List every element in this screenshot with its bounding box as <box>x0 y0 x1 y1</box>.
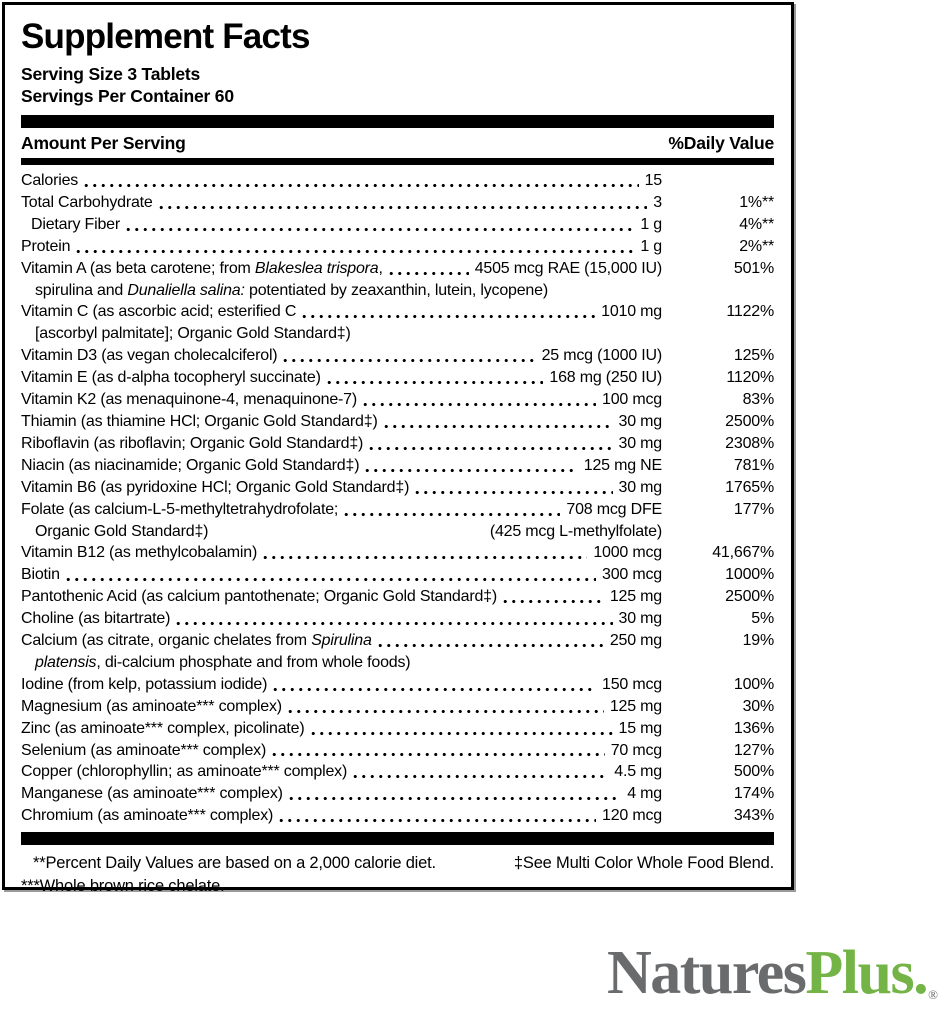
name-segment: [ascorbyl palmitate]; Organic Gold Standard‡) <box>35 325 351 343</box>
footnote-whole-food-blend: ‡See Multi Color Whole Food Blend. <box>513 854 774 873</box>
ingredient-row <box>21 740 774 762</box>
amount-value: 30 mg <box>618 478 662 496</box>
amount-value: 125 mg NE <box>583 456 662 474</box>
ingredient-row <box>21 301 774 323</box>
amount-value: 100 mcg <box>602 391 662 409</box>
name-segment: Riboflavin (as riboflavin; Organic Gold Standard‡) <box>21 434 364 452</box>
column-header <box>21 128 774 158</box>
ingredient-row <box>21 630 774 652</box>
leader-dots <box>270 740 605 762</box>
footnote-daily-values: **Percent Daily Values are based on a 2,000 calorie diet. <box>33 854 436 873</box>
leader-dots <box>174 608 612 630</box>
daily-value: 41,667% <box>712 544 774 562</box>
name-segment: Total Carbohydrate <box>21 193 153 211</box>
ingredient-name <box>35 280 548 302</box>
amount-value: 30 mg <box>618 610 662 628</box>
name-segment: , di-calcium phosphate and from whole foods) <box>96 653 411 671</box>
amount-value: 15 <box>644 172 662 189</box>
leader-dots <box>300 301 595 323</box>
leader-dots <box>361 389 596 411</box>
ingredient-row <box>21 674 774 696</box>
daily-value: 174% <box>733 785 774 803</box>
daily-value: 1%** <box>739 193 774 211</box>
ingredient-name <box>21 542 257 564</box>
ingredient-name <box>21 499 338 521</box>
name-segment: Vitamin C (as ascorbic acid; esterified C <box>21 303 297 321</box>
ingredient-row <box>21 236 774 258</box>
name-segment: Organic Gold Standard‡) <box>35 522 209 540</box>
ingredient-name <box>21 477 409 499</box>
amount-value: 120 mcg <box>602 807 662 825</box>
ingredient-name <box>21 783 283 805</box>
name-segment: , <box>378 259 383 277</box>
ingredient-name <box>35 652 410 674</box>
daily-value: 500% <box>733 763 774 781</box>
ingredient-name <box>35 323 351 345</box>
leader-dots <box>281 345 535 367</box>
name-segment: Manganese (as aminoate*** complex) <box>21 785 283 803</box>
amount-value: 4 mg <box>627 785 662 803</box>
leader-dots <box>382 411 613 433</box>
daily-value: 19% <box>742 632 774 650</box>
daily-value: 1120% <box>726 369 774 387</box>
leader-dots <box>413 477 612 499</box>
amount-value: 1000 mcg <box>593 544 662 562</box>
amount-value: 15 mg <box>618 719 662 737</box>
row-continuation <box>21 652 774 674</box>
name-segment: Vitamin E (as d-alpha tocopheryl succinate) <box>21 369 321 387</box>
daily-value: 83% <box>742 391 774 409</box>
ingredient-name <box>21 564 60 586</box>
name-segment: potentiated by zeaxanthin, lutein, lycopene) <box>244 281 548 299</box>
leader-dots <box>82 170 639 192</box>
serving-size: Serving Size 3 Tablets <box>21 64 201 84</box>
ingredient-name <box>21 630 372 652</box>
registered-trademark-icon: ® <box>928 987 938 1002</box>
brand-logo <box>606 939 938 1020</box>
ingredient-row <box>21 783 774 805</box>
name-segment: Dietary Fiber <box>31 215 120 233</box>
leader-dots <box>286 696 604 718</box>
leader-dots <box>351 761 608 783</box>
leader-dots <box>387 258 469 280</box>
logo-text-natures: Natures <box>606 939 806 1007</box>
ingredient-name <box>21 345 277 367</box>
ingredient-row <box>21 696 774 718</box>
ingredient-row <box>21 455 774 477</box>
divider-thick-bottom <box>21 832 774 845</box>
name-segment: Spirulina <box>311 632 372 650</box>
daily-value: 177% <box>733 500 774 518</box>
daily-value: 2500% <box>725 412 774 430</box>
ingredient-name <box>21 718 305 740</box>
ingredient-name <box>21 455 359 477</box>
ingredient-row <box>21 805 774 827</box>
amount-value: 708 mcg DFE <box>566 500 662 518</box>
name-segment: Calcium (as citrate, organic chelates from <box>21 632 312 650</box>
ingredient-name <box>21 586 497 608</box>
ingredient-name <box>21 411 378 433</box>
amount-value: 125 mg <box>609 697 662 715</box>
amount-value: 30 mg <box>618 434 662 452</box>
leader-dots <box>271 674 596 696</box>
amount-value: 25 mcg (1000 IU) <box>541 347 662 365</box>
ingredient-row <box>21 433 774 455</box>
leader-dots <box>157 192 648 214</box>
leader-dots <box>325 367 544 389</box>
ingredient-row <box>21 718 774 740</box>
footnote-line-1 <box>21 852 774 875</box>
leader-dots <box>64 564 596 586</box>
ingredient-name <box>21 192 153 214</box>
footnotes <box>21 852 774 898</box>
amount-value: 125 mg <box>609 588 662 606</box>
amount-value: 1 g <box>640 237 662 255</box>
divider-thin <box>21 158 774 165</box>
name-segment: Vitamin B6 (as pyridoxine HCl; Organic Gold Standard‡) <box>21 478 410 496</box>
daily-value: 100% <box>733 675 774 693</box>
leader-dots <box>376 630 604 652</box>
ingredient-row <box>21 411 774 433</box>
name-segment: platensis <box>35 653 97 671</box>
ingredient-row <box>21 389 774 411</box>
name-segment: Thiamin (as thiamine HCl; Organic Gold Standard‡) <box>21 412 378 430</box>
row-continuation <box>21 280 774 302</box>
amount-value: 300 mcg <box>602 566 662 584</box>
daily-value: 343% <box>733 807 774 825</box>
ingredient-row <box>21 477 774 499</box>
ingredient-row <box>21 258 774 280</box>
row-continuation <box>21 323 774 345</box>
serving-info <box>21 63 774 107</box>
ingredient-name <box>21 389 357 411</box>
daily-value: 4%** <box>739 215 774 233</box>
ingredient-name <box>21 740 266 762</box>
leader-dots <box>342 499 560 521</box>
leader-dots <box>367 433 612 455</box>
ingredient-name <box>21 367 321 389</box>
panel-title: Supplement Facts <box>21 17 310 56</box>
daily-value: 2308% <box>725 434 774 452</box>
name-segment: Protein <box>21 237 71 255</box>
name-segment: Calories <box>21 172 79 189</box>
ingredient-row <box>21 586 774 608</box>
name-segment: Dunaliella salina: <box>127 281 245 299</box>
name-segment: Vitamin K2 (as menaquinone-4, menaquinone-7) <box>21 391 358 409</box>
amount-value: 70 mcg <box>610 741 662 759</box>
name-segment: Vitamin A (as beta carotene; from <box>21 259 255 277</box>
facts-rows <box>21 170 774 827</box>
ingredient-row <box>21 608 774 630</box>
name-segment: spirulina and <box>35 281 128 299</box>
amount-value: 3 <box>653 193 662 211</box>
ingredient-row <box>21 367 774 389</box>
ingredient-name <box>21 761 347 783</box>
name-segment: Pantothenic Acid (as calcium pantothenate; Organic Gold Standard‡) <box>21 588 497 606</box>
daily-value: 5% <box>751 610 774 628</box>
name-segment: Chromium (as aminoate*** complex) <box>21 807 274 825</box>
name-segment: Biotin <box>21 566 60 584</box>
daily-value: 781% <box>733 456 774 474</box>
ingredient-row <box>21 192 774 214</box>
name-segment: Blakeslea trispora <box>254 259 379 277</box>
ingredient-name <box>21 170 78 192</box>
amount-value: 1 g <box>640 215 662 233</box>
ingredient-row <box>21 345 774 367</box>
name-segment: Iodine (from kelp, potassium iodide) <box>21 675 268 693</box>
ingredient-name <box>21 608 170 630</box>
ingredient-name <box>21 301 296 323</box>
ingredient-row <box>21 564 774 586</box>
leader-dots <box>287 783 621 805</box>
ingredient-row <box>21 170 774 192</box>
daily-value-header: %Daily Value <box>668 133 774 153</box>
daily-value: 2500% <box>725 588 774 606</box>
servings-per-container: Servings Per Container 60 <box>21 86 234 106</box>
name-segment: Folate (as calcium-L-5-methyltetrahydrofolate; <box>21 500 339 518</box>
amount-value: 150 mcg <box>602 675 662 693</box>
ingredient-row <box>21 542 774 564</box>
ingredient-name <box>21 674 267 696</box>
amount-value: 30 mg <box>618 412 662 430</box>
daily-value: 1122% <box>726 303 774 321</box>
name-segment: Choline (as bitartrate) <box>21 610 171 628</box>
name-segment: Niacin (as niacinamide; Organic Gold Standard‡) <box>21 456 360 474</box>
leader-dots <box>124 214 634 236</box>
leader-dots <box>261 542 587 564</box>
name-segment: Copper (chlorophyllin; as aminoate*** complex) <box>21 763 348 781</box>
daily-value: 30% <box>742 697 774 715</box>
ingredient-name <box>21 696 282 718</box>
leader-dots <box>277 805 596 827</box>
divider-thick-top <box>21 115 774 128</box>
daily-value: 136% <box>733 719 774 737</box>
daily-value: 2%** <box>739 237 774 255</box>
footnote-rice-chelate: ***Whole brown rice chelate. <box>21 877 225 896</box>
ingredient-name <box>21 433 363 455</box>
leader-dots <box>501 586 604 608</box>
ingredient-row <box>21 499 774 521</box>
name-segment: Zinc (as aminoate*** complex, picolinate) <box>21 719 305 737</box>
daily-value: 127% <box>733 741 774 759</box>
amount-per-serving-header: Amount Per Serving <box>21 133 186 153</box>
leader-dots <box>363 455 577 477</box>
row-continuation <box>21 521 774 543</box>
daily-value: 125% <box>733 347 774 365</box>
name-segment: Vitamin B12 (as methylcobalamin) <box>21 544 258 562</box>
amount-value: 168 mg (250 IU) <box>549 369 662 387</box>
ingredient-name <box>21 258 383 280</box>
amount-value: 1010 mg <box>601 303 662 321</box>
daily-value: 1000% <box>725 566 774 584</box>
ingredient-name <box>21 236 70 258</box>
amount-value: (425 mcg L-methylfolate) <box>489 522 662 540</box>
amount-value: 4.5 mg <box>614 763 662 781</box>
ingredient-row <box>21 761 774 783</box>
leader-dots <box>74 236 634 258</box>
logo-text-plus: Plus. <box>805 939 928 1007</box>
ingredient-name <box>35 521 208 543</box>
supplement-facts-panel <box>2 2 794 896</box>
leader-dots <box>309 718 613 740</box>
name-segment: Magnesium (as aminoate*** complex) <box>21 697 282 715</box>
daily-value: 1765% <box>725 478 774 496</box>
amount-value: 250 mg <box>609 632 662 650</box>
daily-value: 501% <box>733 259 774 277</box>
name-segment: Vitamin D3 (as vegan cholecalciferol) <box>21 347 278 365</box>
name-segment: Selenium (as aminoate*** complex) <box>21 741 267 759</box>
ingredient-name <box>31 214 120 236</box>
ingredient-row <box>21 214 774 236</box>
ingredient-name <box>21 805 273 827</box>
amount-value: 4505 mcg RAE (15,000 IU) <box>474 259 662 277</box>
